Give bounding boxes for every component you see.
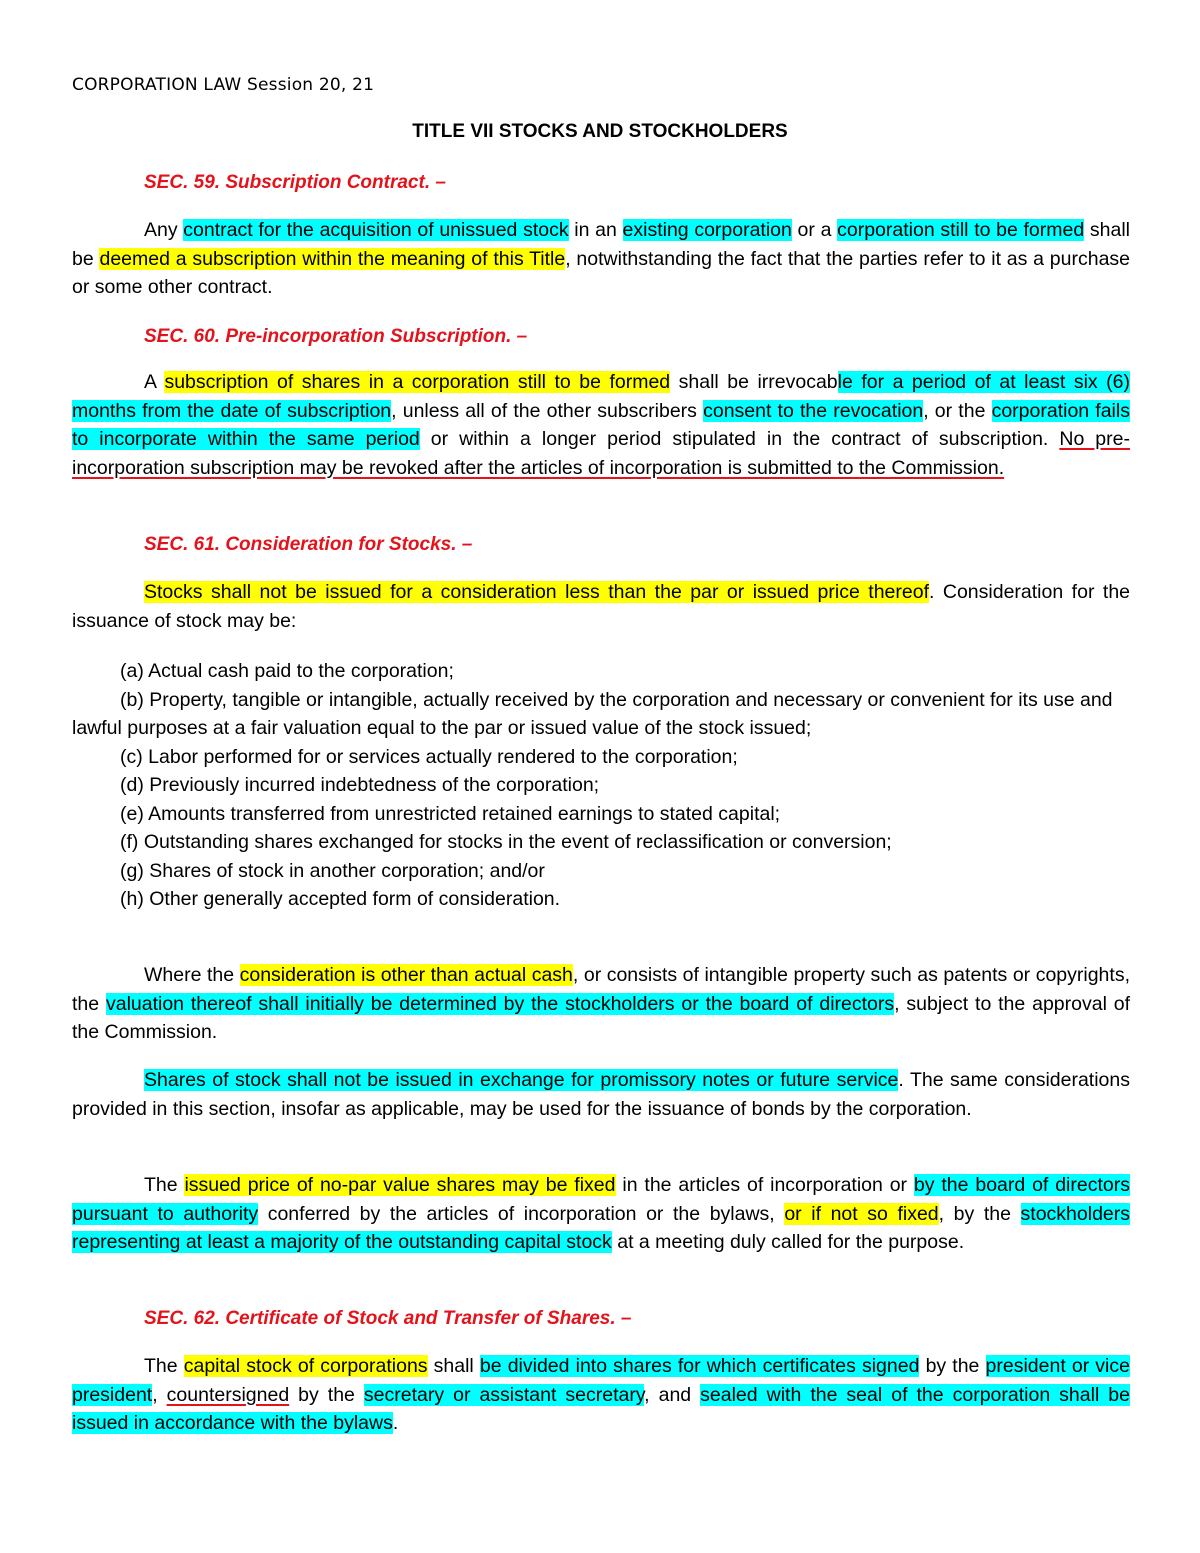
text-run: , subject to the approval of the Commission.	[72, 992, 1131, 1043]
list-item: (h) Other generally accepted form of consideration.	[120, 888, 561, 910]
section-59-heading: SEC. 59. Subscription Contract. –	[144, 172, 446, 193]
text-run: , notwithstanding the fact that the parties refer to it as a purchase or some other contract.	[72, 247, 1131, 298]
list-item: (e) Amounts transferred from unrestricted retained earnings to stated capital;	[120, 802, 781, 825]
highlight-cyan: Shares of stock shall not be issued in exchange for promissory notes or future service	[144, 1069, 899, 1091]
highlight-yellow: consideration is other than actual cash	[239, 964, 573, 986]
highlight-cyan: president or vice president	[72, 1355, 1130, 1406]
highlight-cyan: valuation thereof shall initially be determined by the stockholders or the board of directors	[105, 992, 895, 1015]
section-60-heading: SEC. 60. Pre-incorporation Subscription. –	[144, 326, 528, 347]
section-61-heading: SEC. 61. Consideration for Stocks. –	[144, 534, 473, 555]
text-run: . Consideration for the issuance of stock may be:	[72, 581, 1131, 632]
highlight-cyan: by the board of directors pursuant to authority	[72, 1174, 1130, 1225]
highlight-cyan: consent to the revocation	[703, 399, 924, 422]
text-run: The	[144, 1174, 185, 1196]
text-run: in the articles of incorporation or	[615, 1174, 914, 1196]
text-run: A	[144, 371, 165, 393]
page-header: CORPORATION LAW Session 20, 21	[72, 75, 375, 95]
text-run: , by the	[938, 1202, 1021, 1225]
highlight-yellow: deemed a subscription within the meaning of this Title	[99, 247, 566, 270]
text-run: The	[144, 1355, 184, 1377]
text-run: shall be irrevocab	[670, 371, 838, 393]
underlined-text: countersigned	[166, 1383, 290, 1406]
section-61-paragraph-4	[72, 1171, 1130, 1257]
highlight-cyan: existing corporation	[622, 219, 792, 241]
list-item: (d) Previously incurred indebtedness of the corporation;	[120, 774, 600, 796]
highlight-cyan: be divided into shares for which certificates signed	[479, 1355, 920, 1377]
highlight-cyan: corporation fails to incorporate within the same period	[72, 399, 1130, 450]
text-run: conferred by the articles of incorporation or the bylaws,	[258, 1202, 785, 1225]
list-item: (b) Property, tangible or intangible, actually received by the corporation and necessary or convenient for its use and lawful purposes at a fair valuation equal to the par or issued value of the stock issued;	[72, 688, 1113, 739]
highlight-cyan: contract for the acquisition of unissued stock	[183, 219, 569, 241]
highlight-yellow: capital stock of corporations	[183, 1355, 428, 1377]
text-run: shall	[427, 1355, 480, 1377]
page-title: TITLE VII STOCKS AND STOCKHOLDERS	[412, 121, 788, 142]
text-run: at a meeting duly called for the purpose.	[611, 1231, 965, 1253]
text-run: . The same considerations provided in this section, insofar as applicable, may be used for the issuance of bonds by the corporation.	[72, 1069, 1130, 1120]
highlight-cyan: secretary or assistant secretary	[363, 1383, 645, 1406]
text-run: .	[392, 1412, 399, 1434]
list-item: (g) Shares of stock in another corporation; and/or	[120, 859, 545, 882]
text-run: or within a longer period stipulated in the contract of subscription.	[419, 428, 1060, 450]
underlined-text: No pre-incorporation subscription may be revoked after the articles of incorporation is submitted to the Commission.	[72, 428, 1130, 479]
highlight-yellow: subscription of shares in a corporation still to be formed	[164, 371, 671, 393]
highlight-yellow: Stocks shall not be issued for a consideration less than the par or issued price thereof	[144, 581, 929, 603]
text-run: or a	[791, 219, 838, 241]
section-61-paragraph-2	[72, 961, 1130, 1047]
section-60-paragraph	[72, 368, 1130, 482]
highlight-yellow: or if not so fixed	[784, 1202, 939, 1225]
text-run: Any	[144, 219, 184, 241]
text-run: by the	[289, 1383, 364, 1406]
text-run: in an	[568, 219, 623, 241]
text-run: shall be	[72, 219, 1130, 270]
section-62-heading: SEC. 62. Certificate of Stock and Transfer of Shares. –	[144, 1308, 632, 1329]
text-run: , or the	[923, 399, 992, 422]
highlight-yellow: issued price of no-par value shares may be fixed	[184, 1174, 616, 1196]
highlight-cyan: stockholders representing at least a majority of the outstanding capital stock	[72, 1202, 1131, 1253]
consideration-list	[72, 657, 1130, 914]
text-run: , unless all of the other subscribers	[391, 399, 704, 422]
section-61-paragraph-1	[72, 578, 1130, 635]
section-59-paragraph	[72, 216, 1130, 302]
list-item: (c) Labor performed for or services actually rendered to the corporation;	[120, 745, 738, 768]
list-item: (f) Outstanding shares exchanged for stocks in the event of reclassification or conversion;	[120, 831, 892, 853]
list-item: (a) Actual cash paid to the corporation;	[120, 660, 454, 682]
section-61-paragraph-3	[72, 1066, 1130, 1123]
highlight-cyan: corporation still to be formed	[837, 219, 1085, 241]
text-run: , and	[644, 1383, 701, 1406]
section-62-paragraph	[72, 1352, 1130, 1438]
text-run: by the	[919, 1355, 986, 1377]
highlight-cyan: le for a period of at least six (6) months from the date of subscription	[72, 371, 1130, 422]
text-run: , or consists of intangible property such as patents or copyrights, the	[72, 964, 1130, 1015]
highlight-cyan: sealed with the seal of the corporation shall be issued in accordance with the bylaws	[72, 1383, 1130, 1434]
text-run: Where the	[144, 964, 240, 986]
text-run: ,	[152, 1383, 167, 1406]
